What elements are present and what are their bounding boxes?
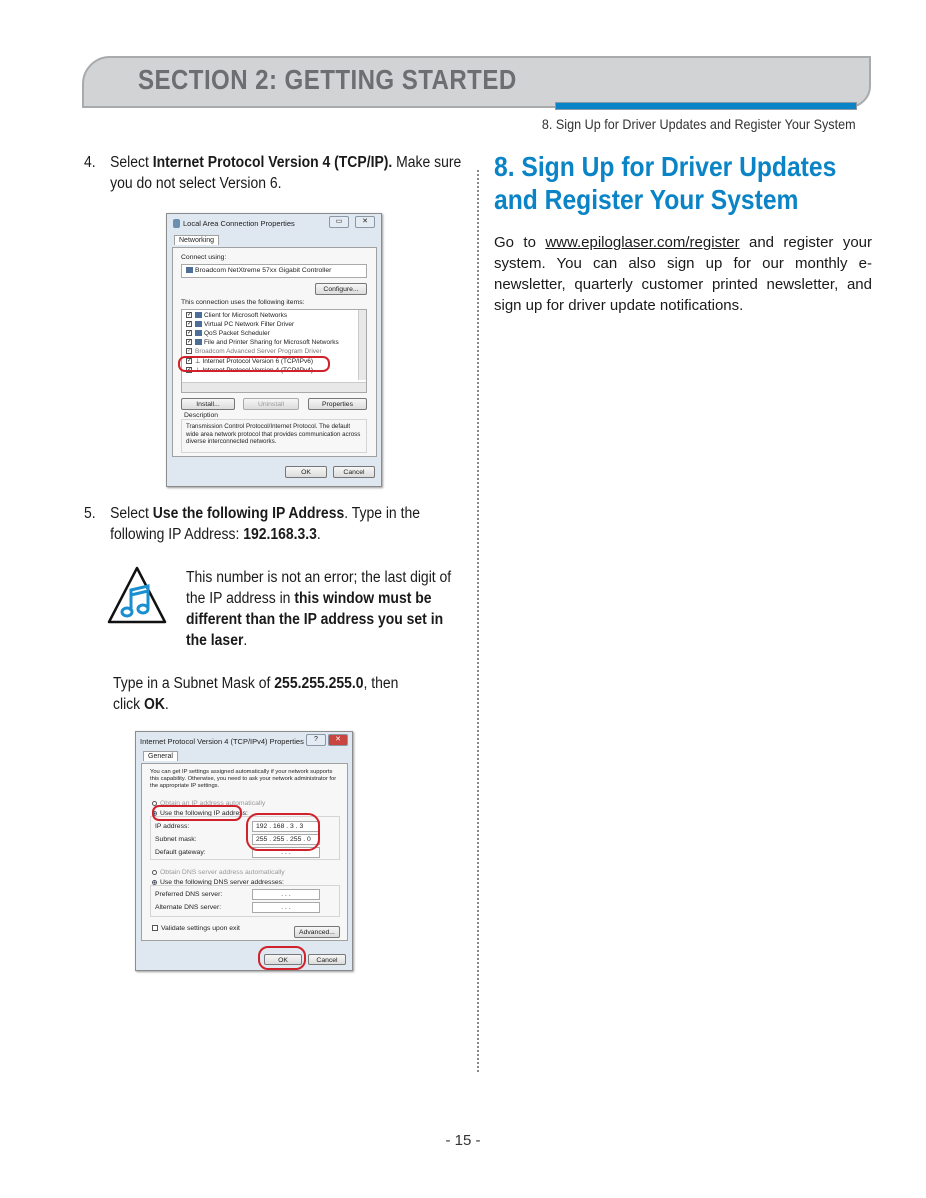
help-icon: ? — [306, 734, 326, 746]
step-4 — [84, 152, 464, 194]
subnet-instruction — [113, 673, 493, 715]
uninstall-button: Uninstall — [243, 398, 299, 410]
install-button: Install... — [181, 398, 235, 410]
ip-address-label: IP address: — [155, 823, 190, 830]
instruction-text: Type in a Subnet Mask of — [113, 675, 275, 692]
ok-button: OK — [264, 954, 302, 965]
step-5 — [84, 503, 464, 545]
client-icon — [195, 312, 202, 318]
highlight-ring — [178, 356, 330, 372]
sharing-icon — [195, 339, 202, 345]
step-bold-text: Internet Protocol Version 4 (TCP/IP). — [152, 154, 393, 171]
subnet-mask-field: 255 . 255 . 255 . 0 — [252, 834, 320, 845]
close-icon: ✕ — [328, 734, 348, 746]
list-item: Client for Microsoft Networks — [204, 312, 288, 319]
list-item: Broadcom Advanced Server Program Driver — [195, 348, 322, 355]
highlight-ring — [246, 813, 320, 851]
close-icon: ✕ — [355, 216, 375, 228]
breadcrumb: 8. Sign Up for Driver Updates and Register Your System — [542, 116, 856, 132]
validate-checkbox-label: Validate settings upon exit — [161, 925, 240, 932]
default-gateway-field: . . . — [252, 847, 320, 858]
vertical-scrollbar — [358, 310, 366, 380]
checkbox-icon: ✓ — [187, 367, 193, 374]
ip-address-field: 192 . 168 . 3 . 3 — [252, 821, 320, 832]
cancel-button: Cancel — [333, 466, 375, 478]
dialog-panel — [141, 763, 348, 941]
checkbox-icon: ✓ — [187, 339, 193, 346]
register-link[interactable]: www.epiloglaser.com/register — [545, 234, 740, 251]
ok-label: OK — [144, 696, 165, 713]
step-text: . Type in the following IP Address: — [110, 505, 420, 543]
radio-icon — [152, 870, 157, 875]
paragraph-text: and register your system. You can also sign up for our monthly e-newsletter, quarterly customer printed newsletter, and sign up for driver update notifications. — [494, 234, 872, 314]
column-divider — [477, 170, 479, 1072]
paragraph-text: Go to — [494, 234, 546, 251]
list-item: File and Printer Sharing for Microsoft Networks — [204, 339, 339, 346]
dialog-panel — [172, 247, 377, 457]
step-text: Select — [110, 505, 153, 522]
alternate-dns-label: Alternate DNS server: — [155, 904, 222, 911]
cancel-button: Cancel — [308, 954, 346, 965]
checkbox-icon: ✓ — [187, 321, 193, 328]
default-gateway-label: Default gateway: — [155, 849, 206, 856]
checkbox-icon — [152, 925, 158, 931]
horizontal-scrollbar — [182, 382, 366, 392]
section-heading: 8. Sign Up for Driver Updates and Register Your System — [494, 151, 837, 215]
checkbox-icon: ✓ — [187, 312, 193, 319]
caution-text — [186, 567, 466, 651]
highlight-ring — [152, 805, 242, 821]
list-item: QoS Packet Scheduler — [204, 330, 270, 337]
radio-selected-icon — [152, 880, 157, 885]
caution-note-icon — [106, 565, 168, 625]
scheduler-icon — [195, 330, 202, 336]
subnet-mask-label: Subnet mask: — [155, 836, 197, 843]
adapter-name: Broadcom NetXtreme 57xx Gigabit Controller — [195, 267, 332, 274]
caution-plain-text: This number is not an error; the last digit of the IP address in — [186, 569, 452, 607]
use-following-option: Use the following IP address: — [160, 810, 248, 817]
description-text: Transmission Control Protocol/Internet Protocol. The default wide area network protocol that provides communication across diverse interconnected networks. — [181, 419, 367, 453]
section-title: SECTION 2: GETTING STARTED — [138, 64, 517, 95]
step-number: 5. — [84, 505, 96, 522]
section-header-band — [82, 56, 871, 108]
checkbox-icon: ✓ — [187, 330, 193, 337]
tcpipv4-properties-dialog-screenshot — [135, 731, 353, 971]
page-number: - 15 - — [445, 1132, 481, 1149]
tab-networking: Networking — [174, 235, 219, 245]
adapter-icon — [186, 267, 193, 273]
ok-button: OK — [285, 466, 327, 478]
step-text: . — [316, 526, 321, 543]
dns-use-option: Use the following DNS server addresses: — [160, 879, 284, 886]
step-text: Make sure you do not select Version 6. — [110, 154, 462, 192]
description-label: Description — [184, 412, 218, 419]
list-item: Virtual PC Network Filter Driver — [204, 321, 295, 328]
intro-text: You can get IP settings assigned automatically if your network supports this capability. Otherwise, you need to ask your network administrator for the appropriate IP settings. — [150, 769, 337, 789]
driver-icon — [195, 321, 202, 327]
restore-icon: ▭ — [329, 216, 349, 228]
dialog-title: Local Area Connection Properties — [183, 219, 295, 228]
instruction-text: , then click — [113, 675, 399, 713]
preferred-dns-label: Preferred DNS server: — [155, 891, 223, 898]
checkbox-icon: ✓ — [187, 358, 193, 365]
header-accent-bar — [555, 102, 857, 110]
list-item: Internet Protocol Version 4 (TCP/IPv4) — [202, 367, 314, 374]
items-label: This connection uses the following items: — [181, 299, 305, 306]
step-number: 4. — [84, 154, 96, 171]
step-text: Select — [110, 154, 153, 171]
caution-bold-text: this window must be different than the IP address you set in the laser — [186, 590, 444, 649]
list-item: Internet Protocol Version 6 (TCP/IPv6) — [202, 358, 314, 365]
connect-using-label: Connect using: — [181, 254, 227, 261]
advanced-button: Advanced... — [294, 926, 340, 938]
items-list: ✓ Client for Microsoft Networks ✓ Virtual PC Network Filter Driver ✓ QoS Packet Scheduler ✓ File and Printer Sharing for Microsoft Networks ✓ Broadcom Advanced Server Program Driver ✓ ⊥ Internet Protocol Version 6 (TCP/IPv6) ✓ ⊥ Internet Protocol Version 4 (TCP/IPv4) — [181, 309, 367, 393]
step-bold-text: Use the following IP Address — [152, 505, 345, 522]
subnet-mask-value: 255.255.255.0 — [274, 675, 364, 692]
preferred-dns-field: . . . — [252, 889, 320, 900]
adapter-field — [181, 264, 367, 278]
ip-address-value: 192.168.3.3 — [243, 526, 317, 543]
properties-button: Properties — [308, 398, 367, 410]
dialog-title: Internet Protocol Version 4 (TCP/IPv4) Properties — [140, 737, 304, 746]
obtain-auto-option: Obtain an IP address automatically — [160, 800, 266, 807]
tab-general: General — [143, 751, 178, 761]
instruction-text: . — [164, 696, 169, 713]
dns-auto-option: Obtain DNS server address automatically — [160, 869, 285, 876]
highlight-ring — [258, 946, 306, 970]
caution-plain-text: . — [243, 632, 248, 649]
network-icon — [173, 219, 180, 228]
configure-button: Configure... — [315, 283, 367, 295]
checkbox-icon: ✓ — [187, 348, 193, 355]
alternate-dns-field: . . . — [252, 902, 320, 913]
local-area-connection-dialog-screenshot — [166, 213, 382, 487]
register-paragraph — [494, 232, 872, 316]
